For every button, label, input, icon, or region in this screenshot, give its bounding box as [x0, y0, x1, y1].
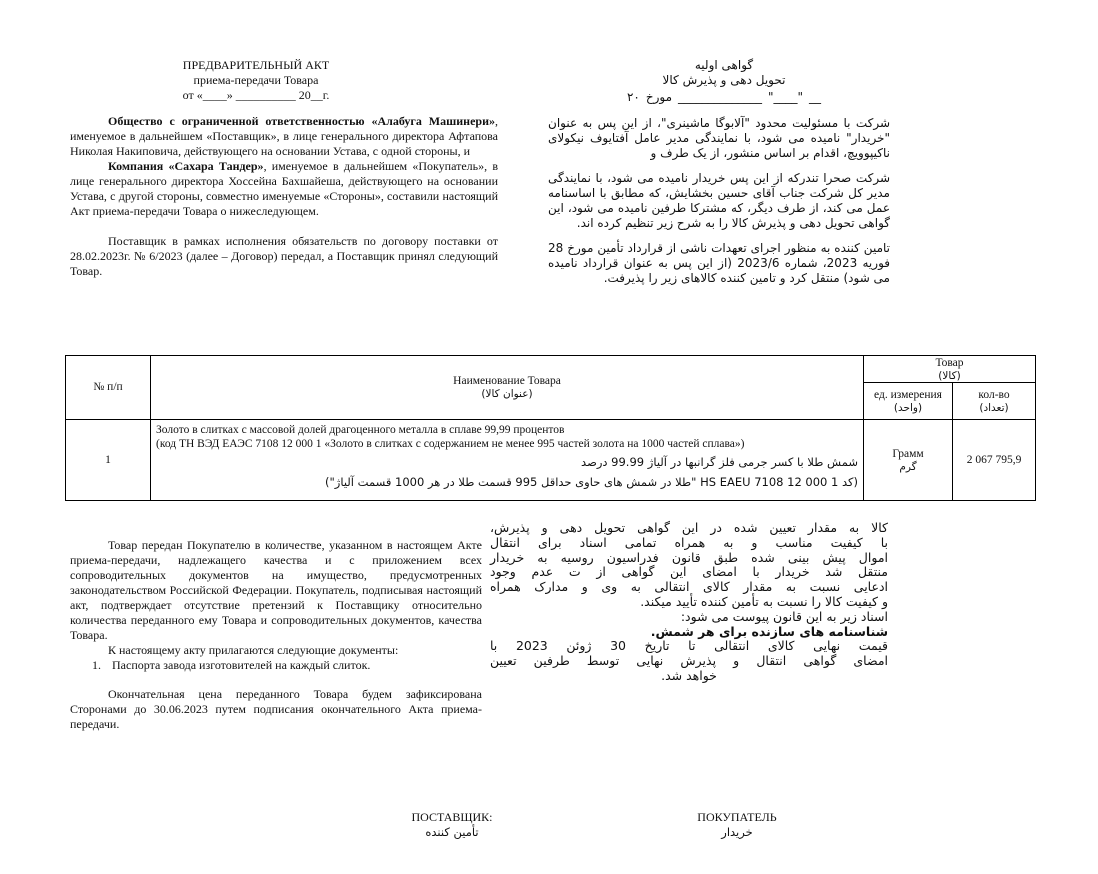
signature-supplier	[368, 810, 536, 840]
fa-paragraph: شرکت صحرا تندرکه از این پس خریدار نامیده می شود، با نمایندگی مدیر کل شرکت جناب آقای حسین بخشایش، که مطابق با اساسنامه عمل می کند، از طرف دیگر، که مشترکا طرفین نامیده می شود، این گواهی تحویل دهی و پذیرش کالا را به شرح زیر تنظیم کرده اند.	[548, 171, 890, 230]
text-segment: Компания «Сахара Тандер»	[108, 159, 264, 173]
ru-closing-block	[70, 538, 482, 732]
text-segment: Поставщик в рамках исполнения обязательств по договору поставки от 28.02.2023г. № 6/2023 (далее – Договор) передал, а Поставщик принял следующий Товар.	[70, 234, 498, 278]
signature-buyer	[653, 810, 821, 840]
ru-doc-subtitle: приема-передачи Товара	[193, 73, 319, 87]
goods-desc-fa-1: شمش طلا با کسر جرمی فلز گرانبها در آلیاژ 99.99 درصد	[581, 455, 858, 469]
fa-closing-block	[490, 521, 888, 684]
ru-attachments-line: К настоящему акту прилагаются следующие документы:	[108, 643, 399, 657]
fa-text-line: ادعایی نسبت به مقدار کالای انتقالی به وی و مدارک همراه	[490, 579, 888, 595]
fa-text-line: شناسنامه های سازنده برای هر شمش.	[650, 623, 888, 639]
goods-desc-ru-1: Золото в слитках с массовой долей драгоценного металла в сплаве 99,99 процентов	[156, 424, 565, 436]
list-text: Паспорта завода изготовителей на каждый слиток.	[112, 658, 371, 672]
date-part: __	[809, 90, 822, 104]
ru-attachment-item	[70, 658, 482, 673]
table-header-qty: кол-во (تعداد)	[953, 383, 1036, 420]
fa-text-line: خواهد شد.	[661, 667, 717, 683]
ru-paragraph	[70, 114, 498, 159]
table-row-unit: Грамм گرم	[864, 420, 953, 501]
goods-table	[65, 355, 1036, 501]
goods-desc-ru-2: (код ТН ВЭД ЕАЭС 7108 12 000 1 «Золото в слитках с содержанием не менее 995 частей золота на 1000 частей сплава»)	[156, 438, 745, 450]
text-segment: Общество с ограниченной ответственностью «Алабуга Машинери»	[108, 114, 495, 128]
fa-doc-title: گواهی اولیه	[694, 58, 754, 72]
fa-text-line: قیمت نهایی کالای انتقالی تا تاریخ 30 ژوئن 2023 با	[490, 638, 888, 654]
ru-doc-title: ПРЕДВАРИТЕЛЬНЫЙ АКТ	[182, 58, 330, 72]
fa-text-line: اموال پیش بینی شده طبق قانون فدراسیون روسیه به خریدار	[490, 549, 888, 565]
table-row-number: 1	[66, 420, 151, 501]
table-header-goods-group: Товар (کالا)	[864, 356, 1036, 383]
fa-text-line: کالا به مقدار تعیین شده در این گواهی تحویل دهی و پذیرش،	[490, 520, 888, 535]
list-number: 1.	[92, 658, 101, 672]
fa-text-line: اسناد زیر به این قانون پیوست می شود:	[680, 608, 888, 624]
buyer-label-ru: ПОКУПАТЕЛЬ	[697, 810, 777, 824]
table-row-quantity: 2 067 795,9	[953, 420, 1036, 501]
fa-text-line: امضای گواهی انتقال و پذیرش نهایی توسط طرفین تعیین	[490, 653, 888, 669]
supplier-label-ru: ПОСТАВЩИК:	[411, 810, 493, 824]
fa-text-line: منتقل شد خریدار با امضای این گواهی از ت عدم وجود	[490, 564, 888, 580]
ru-final-price-paragraph: Окончательная цена переданного Товара будем зафиксирована Сторонами до 30.06.2023 путем подписания окончательного Акта приема-передачи.	[70, 687, 482, 731]
table-row-description	[151, 420, 864, 501]
fa-intro-paragraphs	[548, 116, 890, 296]
ru-title-block	[70, 58, 442, 103]
text-segment: , именуемое в дальнейшем «Покупатель», в лице генерального директора Хоссейна Бахшайеша, действующего на основании Устава, с другой стороны, совместно именуемые «Стороны», составили настоящий Акт приема-передачи Товара о нижеследующем.	[70, 159, 499, 218]
ru-date-line: от «____» __________ 20__г.	[182, 88, 330, 102]
fa-text-line: با کیفیت مناسب و به همراه تمامی اسناد برای انتقال	[490, 534, 888, 550]
fa-paragraph: تامین کننده به منظور اجرای تعهدات ناشی از قرارداد تأمین مورخ 28 فوریه 2023، شماره 2023/6 (از این پس به عنوان قرارداد نامیده می شود) منتقل کرد و تامین کننده کالاهای زیر را پذیرفت.	[548, 241, 891, 285]
date-part: مورخ	[645, 90, 672, 104]
fa-title-block	[556, 58, 892, 105]
goods-desc-fa-2: (کد HS EAEU 7108 12 000 1 "طلا در شمش های حاوی حداقل 995 قسمت طلا در هر 1000 قسمت آلیاژ")	[325, 475, 858, 489]
table-header-name: Наименование Товара (عنوان کالا)	[151, 356, 864, 420]
date-part: ______________	[678, 90, 762, 104]
table-header-num: № п/п	[66, 356, 151, 420]
fa-paragraph: شرکت با مسئولیت محدود "آلابوگا ماشینری"، از این پس به عنوان "خریدار" نامیده می شود، با نمایندگی مدیر عامل آفتایوف نیکولای ناکیپوویچ، اقدام بر اساس منشور، از یک طرف و	[548, 116, 890, 160]
ru-paragraph	[70, 159, 498, 219]
ru-closing-paragraph: Товар передан Покупателю в количестве, указанном в настоящем Акте приема-передачи, надлежащего качества и с приложением всех сопроводительных документов на имущество, предусмотренных законодательством Российской Федерации. Покупатель, подписывая настоящий акт, подтверждает отсутствие претензий к Поставщику относительно количества переданного ему Товара и сопроводительных документов, качества Товара.	[70, 538, 482, 642]
text-segment: , именуемое в дальнейшем «Поставщик», в лице генерального директора Афтапова Николая Накиповича, действующего на основании Устава, с одной стороны, и	[70, 114, 498, 158]
supplier-label-fa: تأمین کننده	[425, 825, 479, 839]
fa-date-line	[556, 90, 892, 105]
ru-paragraph	[70, 234, 498, 279]
fa-text-line: و کیفیت کالا را نسبت به تأمین کننده تأیید میکند.	[640, 593, 888, 609]
date-part: ۲۰	[626, 90, 640, 104]
ru-intro-paragraphs	[70, 114, 498, 279]
table-header-unit: ед. измерения (واحد)	[864, 383, 953, 420]
buyer-label-fa: خریدار	[721, 825, 753, 839]
fa-doc-subtitle: تحویل دهی و پذیرش کالا	[662, 73, 786, 87]
date-part: "____"	[768, 90, 804, 104]
